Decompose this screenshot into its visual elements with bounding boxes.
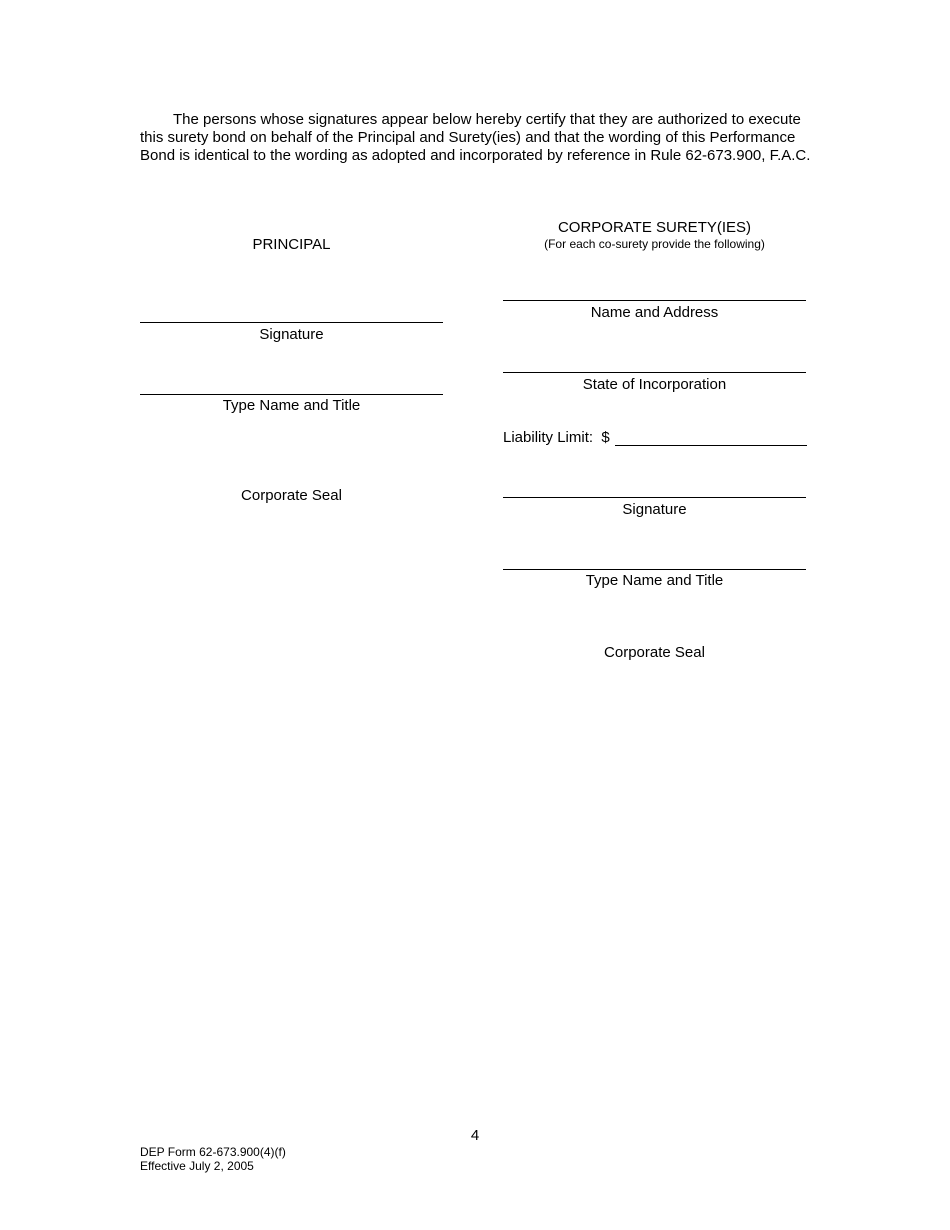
surety-subheading: (For each co-surety provide the following) — [544, 237, 765, 251]
principal-signature-label: Signature — [259, 326, 324, 343]
certification-paragraph: The persons whose signatures appear below hereby certify that they are authorized to execute this surety bond on behalf of the Principal and Surety(ies) and that the wording of this Performance Bond is identical to the wording as adopted and incorporated by reference in Rule 62-673.900, F.A.C. — [140, 111, 811, 164]
surety-heading: CORPORATE SURETY(IES) — [557, 219, 752, 236]
surety-name-title-label: Type Name and Title — [585, 572, 724, 589]
surety-name-title-line[interactable] — [503, 569, 806, 570]
principal-name-title-label: Type Name and Title — [222, 397, 361, 414]
principal-name-title-line[interactable] — [140, 394, 443, 395]
surety-signature-line[interactable] — [503, 497, 806, 498]
liability-limit-line[interactable] — [615, 445, 807, 446]
surety-name-address-line[interactable] — [503, 300, 806, 301]
form-footer — [140, 1145, 286, 1173]
effective-date: Effective July 2, 2005 — [140, 1159, 254, 1173]
form-id: DEP Form 62-673.900(4)(f) — [140, 1145, 286, 1159]
surety-state-label: State of Incorporation — [582, 376, 727, 393]
principal-corporate-seal-label: Corporate Seal — [241, 487, 342, 504]
liability-limit-label: Liability Limit: $ — [503, 429, 610, 446]
principal-heading: PRINCIPAL — [252, 236, 331, 253]
page-number: 4 — [470, 1127, 480, 1144]
surety-name-address-label: Name and Address — [590, 304, 719, 321]
surety-state-line[interactable] — [503, 372, 806, 373]
surety-signature-label: Signature — [622, 501, 687, 518]
principal-signature-line[interactable] — [140, 322, 443, 323]
surety-corporate-seal-label: Corporate Seal — [604, 644, 705, 661]
